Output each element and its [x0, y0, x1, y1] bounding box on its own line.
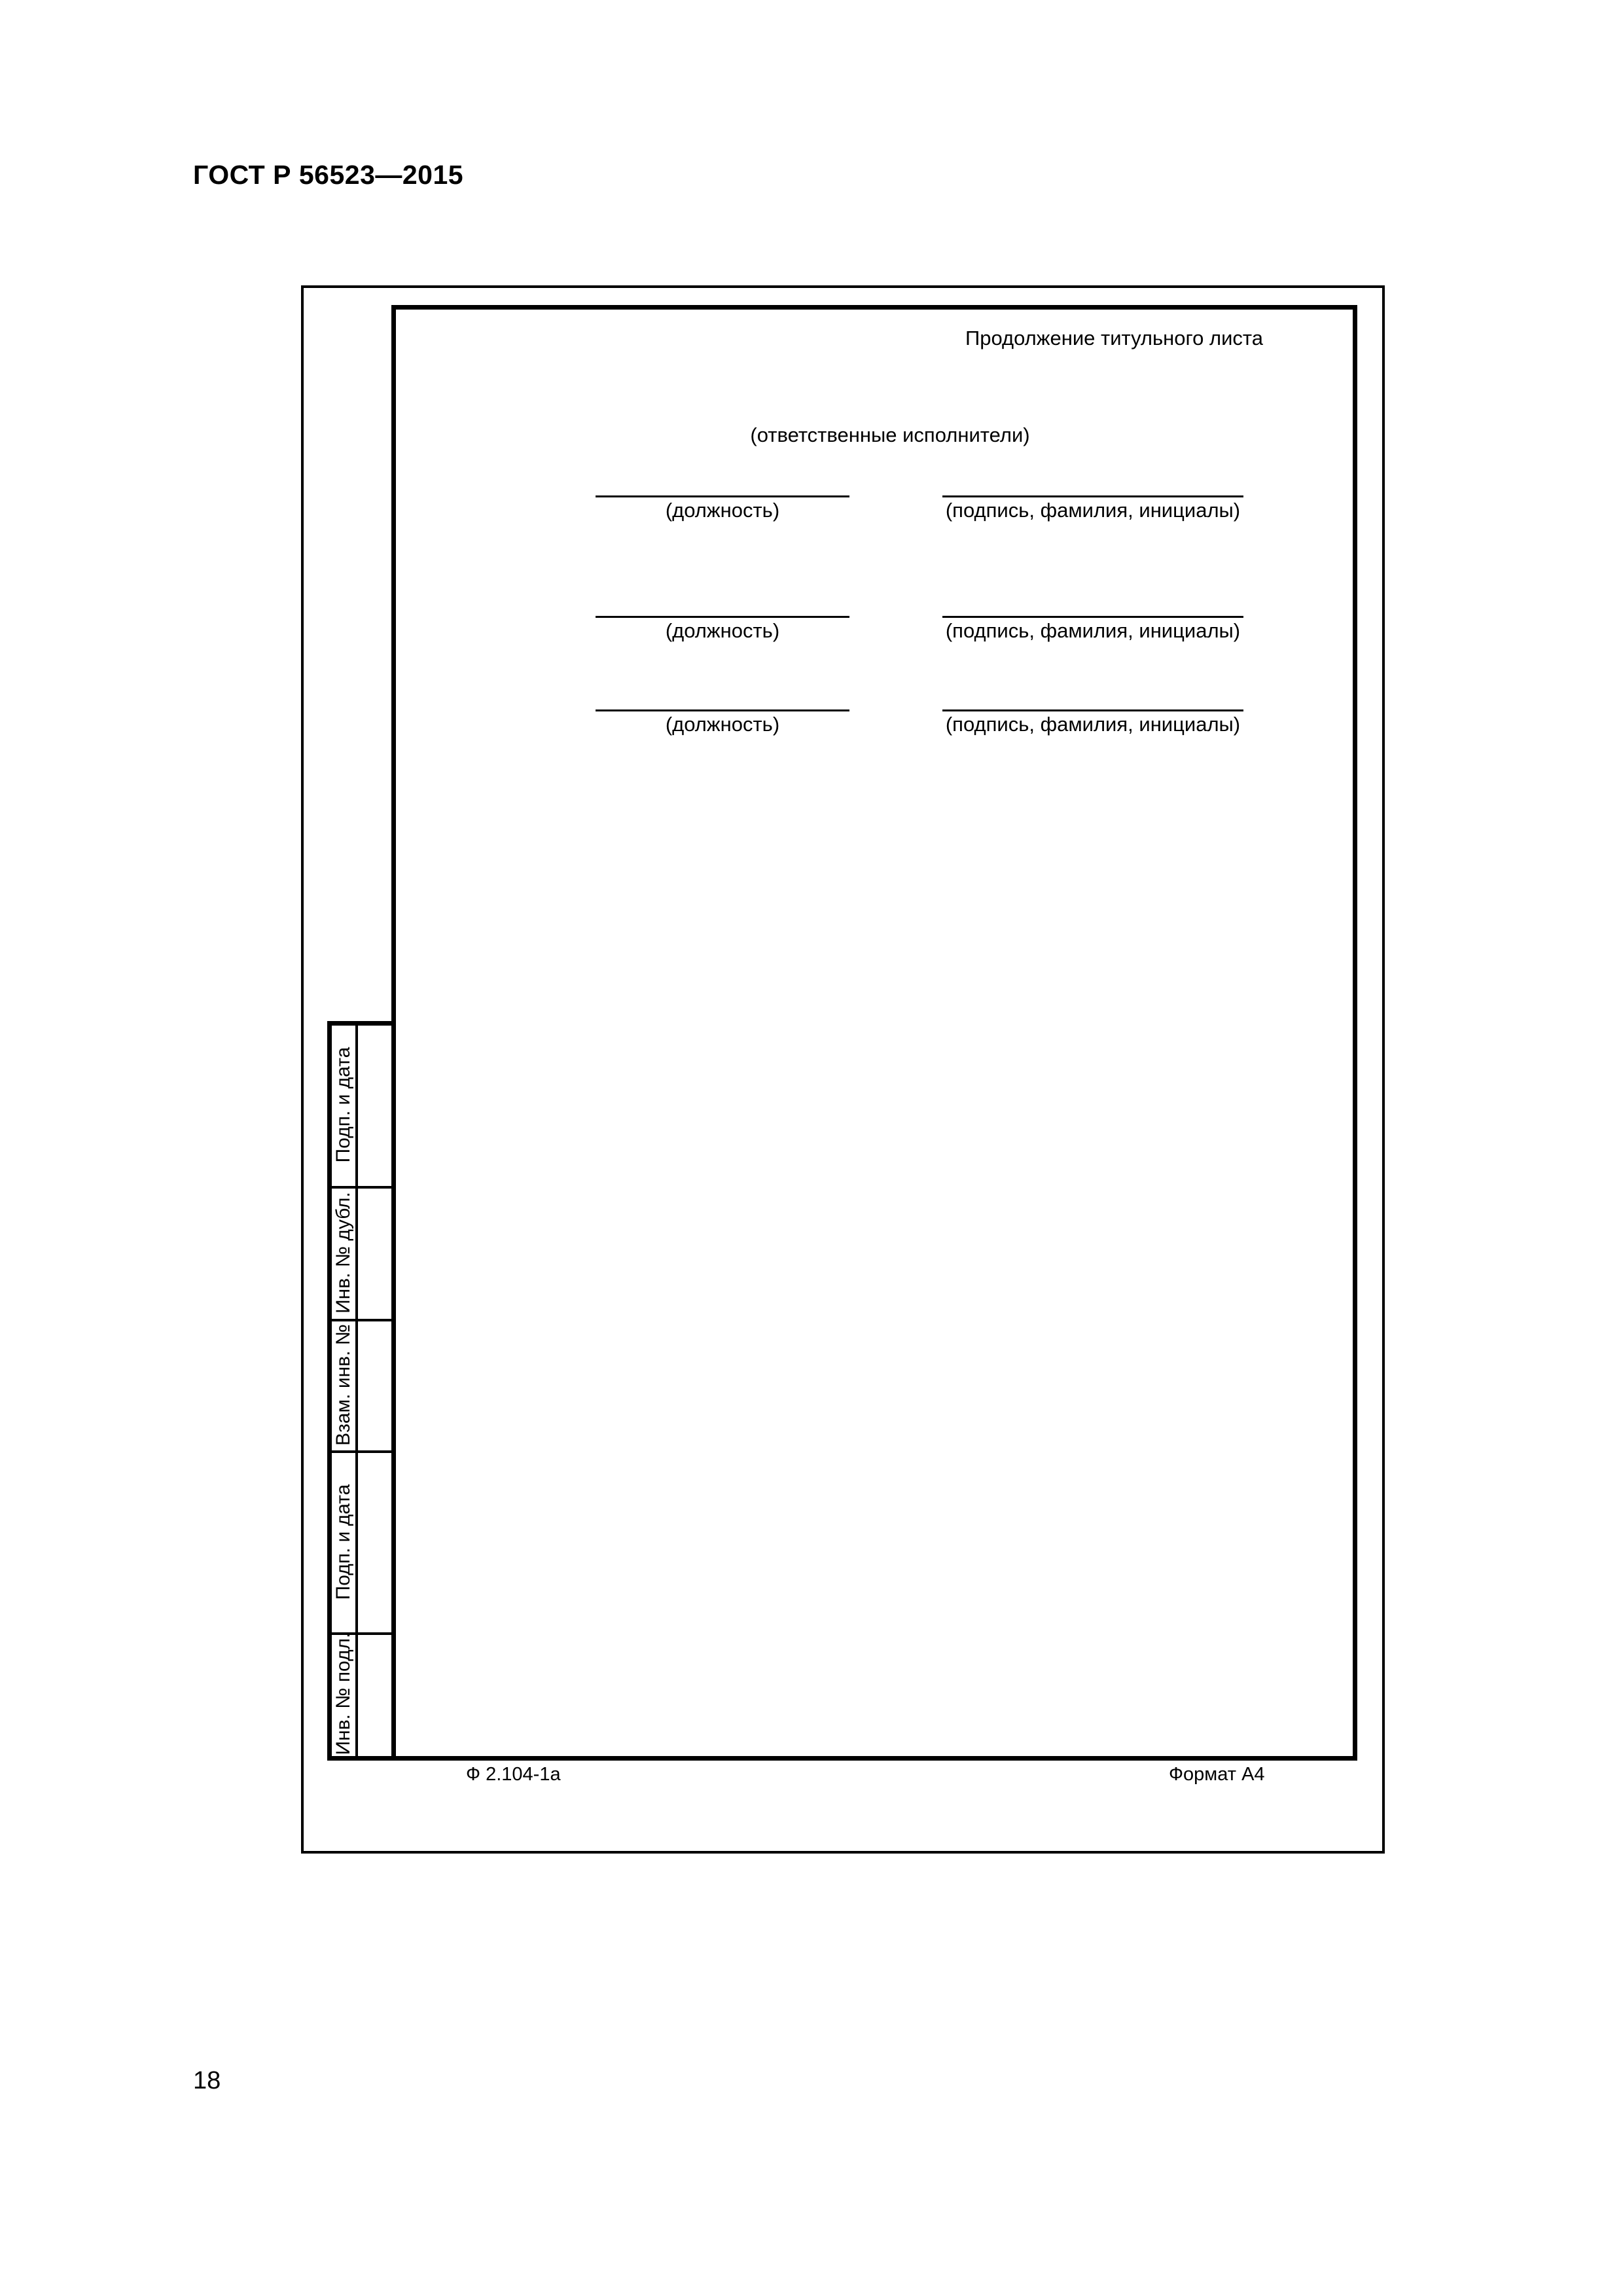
- responsible-heading: (ответственные исполнители): [750, 423, 1030, 446]
- position-line-3: [596, 709, 849, 711]
- signature-line-2: [942, 616, 1243, 618]
- side-table-column-divider: [355, 1021, 358, 1761]
- position-caption-3: (должность): [665, 713, 780, 736]
- signature-caption-3: (подпись, фамилия, инициалы): [945, 713, 1241, 736]
- position-line-2: [596, 616, 849, 618]
- side-table-row-divider: [327, 1319, 396, 1321]
- document-header: ГОСТ Р 56523—2015: [193, 160, 464, 190]
- continuation-title: Продолжение титульного листа: [965, 327, 1263, 350]
- side-label-sign-date-2: Подп. и дата: [332, 1484, 354, 1600]
- side-label-sign-date-1: Подп. и дата: [332, 1047, 354, 1163]
- signature-line-1: [942, 495, 1243, 497]
- signature-line-3: [942, 709, 1243, 711]
- side-label-inv-dup: Инв. № дубл.: [332, 1192, 354, 1314]
- signature-caption-2: (подпись, фамилия, инициалы): [945, 619, 1241, 642]
- position-caption-1: (должность): [665, 499, 780, 522]
- side-label-inv-original: Инв. № подл.: [332, 1632, 354, 1755]
- side-label-replace-inv: Взам. инв. №: [332, 1324, 354, 1446]
- side-table-row-divider: [327, 1186, 396, 1189]
- position-line-1: [596, 495, 849, 497]
- position-caption-2: (должность): [665, 619, 780, 642]
- signature-caption-1: (подпись, фамилия, инициалы): [945, 499, 1241, 522]
- side-table-row-divider: [327, 1450, 396, 1453]
- drawing-frame: [391, 305, 1357, 1761]
- page-number: 18: [193, 2067, 221, 2094]
- format-label: Формат А4: [1169, 1764, 1265, 1785]
- form-code: Ф 2.104-1а: [466, 1764, 561, 1785]
